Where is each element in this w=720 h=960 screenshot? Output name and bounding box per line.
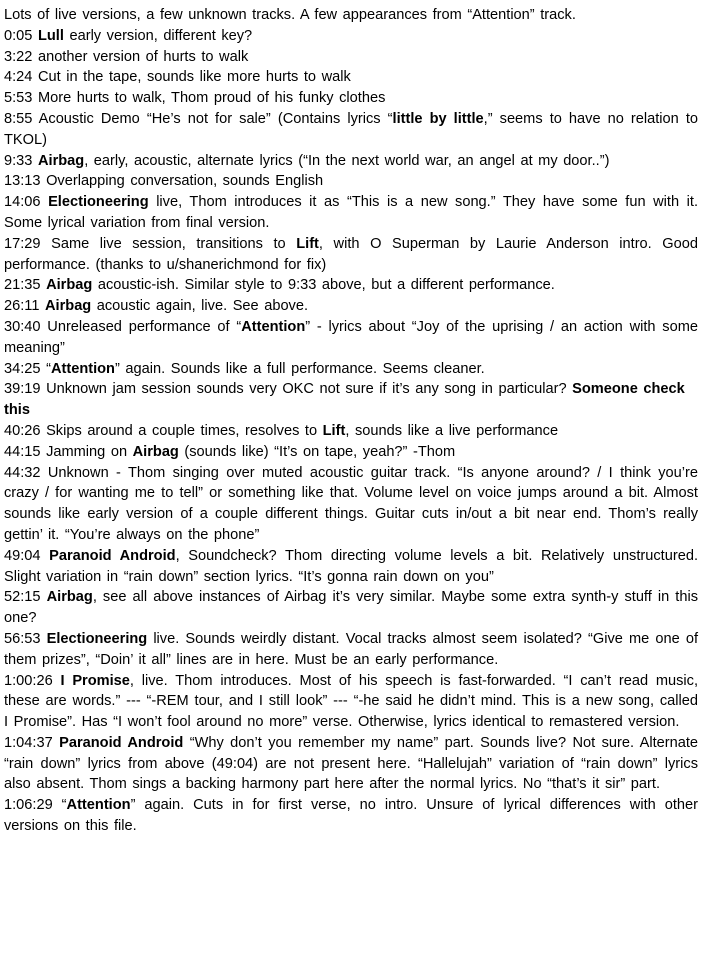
- note-text: 40:26 Skips around a couple times, resolves to: [4, 422, 323, 439]
- track-note-entry: [4, 47, 698, 68]
- note-text: 17:29 Same live session, transitions to: [4, 235, 297, 252]
- note-text: acoustic-ish. Similar style to 9:33 above, but a different performance.: [92, 277, 555, 294]
- track-note-entry: [4, 671, 698, 733]
- note-text: 49:04: [4, 547, 50, 564]
- note-text: 5:53 More hurts to walk, Thom proud of his funky clothes: [4, 90, 386, 107]
- note-text: , sounds like a live performance: [345, 422, 559, 439]
- note-text: 44:32 Unknown - Thom singing over muted acoustic guitar track. “Is anyone around? / I think you’re crazy / for wanting me to tell” or something like that. Volume level on voice jumps around a bit. Almost sounds like early version of a couple different things. Guitar cuts in/out a bit near end. Thom’s really gettin’ it. “You’re always on the phone”: [4, 464, 698, 543]
- note-text: (sounds like) “It’s on tape, yeah?” -Thom: [178, 443, 456, 460]
- track-note-entry: [4, 171, 698, 192]
- track-note-entry: [4, 88, 698, 109]
- track-note-entry: [4, 379, 698, 421]
- note-text: , live. Thom introduces. Most of his speech is fast-forwarded. “I can’t read music, these are words.” --- “-REM tour, and I still look” --- “-he said he didn’t mind. This is a new song, called I Promise”. Has “I won’t fool around no more” verse. Otherwise, lyrics identical to remastered version.: [4, 672, 699, 731]
- note-text: 0:05: [4, 27, 38, 44]
- track-title-bold: Airbag: [46, 589, 93, 606]
- track-note-entry: [4, 795, 698, 837]
- note-text: 21:35: [4, 277, 47, 294]
- note-text: live. Sounds weirdly distant. Vocal tracks almost seem isolated? “Give me one of them prizes”, “Doin’ it all” lines are in here. Must be an early performance.: [4, 630, 698, 668]
- track-note-entry: [4, 317, 698, 359]
- track-note-entry: [4, 151, 698, 172]
- note-text: 13:13 Overlapping conversation, sounds English: [4, 173, 324, 190]
- track-title-bold: Airbag: [45, 298, 92, 315]
- track-note-entry: [4, 463, 698, 546]
- track-note-entry: [4, 275, 698, 296]
- track-note-entry: [4, 733, 698, 795]
- note-text: 3:22 another version of hurts to walk: [4, 48, 249, 65]
- note-text: ” - lyrics about “Joy of the uprising / an action with some meaning”: [4, 318, 698, 356]
- track-title-bold: Attention: [50, 360, 115, 377]
- note-text: 56:53: [4, 630, 47, 647]
- track-note-entry: [4, 109, 698, 151]
- track-note-entry: [4, 234, 698, 276]
- track-title-bold: Paranoid Android: [49, 547, 176, 564]
- track-note-entry: [4, 5, 698, 26]
- note-text: 30:40 Unreleased performance of “: [4, 318, 242, 335]
- note-text: acoustic again, live. See above.: [91, 298, 309, 315]
- note-text: 34:25 “: [4, 360, 51, 377]
- note-text: 44:15 Jamming on: [4, 443, 133, 460]
- note-text: 1:00:26: [4, 672, 61, 689]
- track-note-entry: [4, 359, 698, 380]
- track-title-bold: Airbag: [37, 152, 85, 169]
- track-note-entry: [4, 629, 698, 671]
- track-note-entry: [4, 587, 698, 629]
- track-title-bold: little by little: [392, 110, 484, 127]
- note-text: 14:06: [4, 194, 49, 211]
- track-title-bold: Attention: [241, 318, 306, 335]
- note-text: , see all above instances of Airbag it’s very similar. Maybe some extra synth-y stuff in this one?: [4, 589, 698, 627]
- track-title-bold: Lift: [296, 235, 319, 252]
- track-note-entry: [4, 26, 698, 47]
- note-text: 8:55 Acoustic Demo “He’s not for sale” (Contains lyrics “: [4, 110, 393, 127]
- track-note-entry: [4, 546, 698, 588]
- note-text: 1:04:37: [4, 734, 60, 751]
- track-note-entry: [4, 192, 698, 234]
- note-text: ” again. Cuts in for first verse, no intro. Unsure of lyrical differences with other versions on this file.: [4, 797, 699, 835]
- note-text: ,” seems to have no relation to TKOL): [4, 110, 699, 148]
- note-text: live, Thom introduces it as “This is a new song.” They have some fun with it. Some lyrical variation from final version.: [4, 194, 698, 231]
- track-note-entry: [4, 421, 698, 442]
- note-text: 4:24 Cut in the tape, sounds like more hurts to walk: [4, 69, 351, 86]
- note-text: , Soundcheck? Thom directing volume levels a bit. Relatively unstructured. Slight variation in “rain down” section lyrics. “It’s gonna rain down on you”: [4, 547, 698, 585]
- track-title-bold: Airbag: [132, 443, 179, 460]
- track-notes-document: [4, 5, 698, 837]
- track-title-bold: Electioneering: [48, 194, 149, 211]
- track-title-bold: Electioneering: [46, 630, 148, 647]
- note-text: early version, different key?: [63, 27, 253, 44]
- track-note-entry: [4, 67, 698, 88]
- note-text: 26:11: [4, 298, 45, 315]
- track-title-bold: Attention: [66, 797, 131, 814]
- track-title-bold: Lull: [37, 27, 64, 44]
- track-title-bold: Airbag: [46, 277, 93, 294]
- note-text: 52:15: [4, 589, 47, 606]
- note-text: ” again. Sounds like a full performance. Seems cleaner.: [114, 360, 485, 377]
- note-text: “Why don’t you remember my name” part. Sounds live? Not sure. Alternate “rain down” lyrics from above (49:04) are not present here. “Hallelujah” variation of “rain down” lyrics also absent. Thom sings a backing harmony part here after the normal lyrics. No “that’s it sir” part.: [4, 734, 699, 793]
- track-note-entry: [4, 296, 698, 317]
- note-text: Lots of live versions, a few unknown tracks. A few appearances from “Attention” track.: [4, 7, 576, 23]
- track-title-bold: Lift: [322, 422, 346, 439]
- track-title-bold: Someone check this: [4, 381, 685, 419]
- note-text: , with O Superman by Laurie Anderson intro. Good performance. (thanks to u/shanerichmond for fix): [4, 235, 699, 273]
- track-title-bold: Paranoid Android: [59, 734, 184, 751]
- note-text: 9:33: [4, 152, 38, 169]
- track-title-bold: I Promise: [60, 672, 130, 689]
- note-text: 1:06:29 “: [4, 797, 67, 814]
- note-text: , early, acoustic, alternate lyrics (“In the next world war, an angel at my door..”): [84, 152, 610, 169]
- note-text: 39:19 Unknown jam session sounds very OKC not sure if it’s any song in particular?: [4, 381, 573, 398]
- track-note-entry: [4, 442, 698, 463]
